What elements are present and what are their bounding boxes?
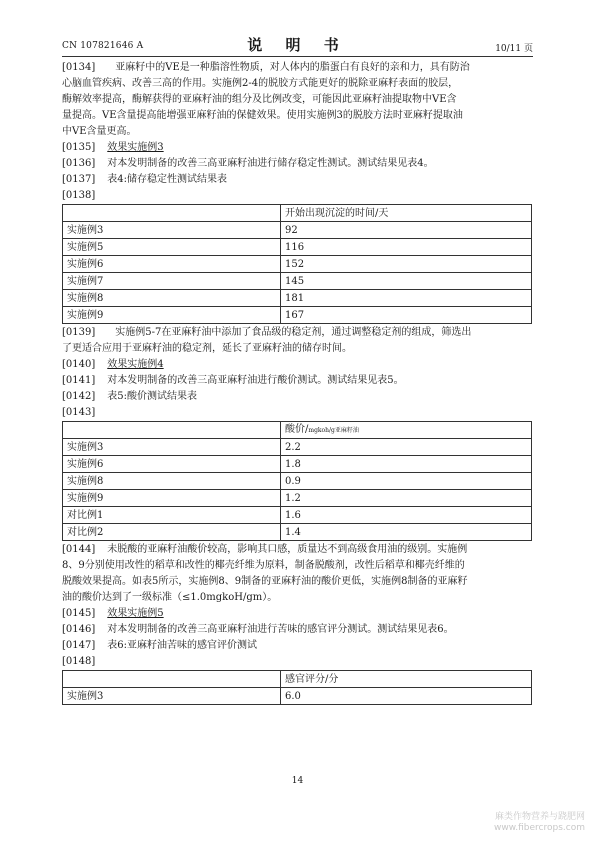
table-caption: 表4:储存稳定性测试结果表 <box>107 174 227 185</box>
table-cell: 116 <box>281 239 532 256</box>
table-header-cell <box>63 671 281 688</box>
paragraph-tag: [0138] <box>62 190 96 201</box>
paragraph-tag: [0145] <box>62 608 96 619</box>
table-caption: 表6:亚麻籽油苦味的感官评价测试 <box>107 640 257 651</box>
paragraph-line: 了更适合应用于亚麻籽油的稳定剂，延长了亚麻籽油的储存时间。 <box>62 343 352 354</box>
page-number: 14 <box>291 776 304 786</box>
section-heading: 效果实施例3 <box>107 142 164 153</box>
paragraph-tag: [0142] <box>62 391 96 402</box>
paragraph-line: 脱酸效果提高。如表5所示，实施例8、9制备的亚麻籽油的酸价更低，实施例8制备的亚麻籽 <box>62 576 468 587</box>
paragraph-tag: [0143] <box>62 407 96 418</box>
page-indicator: 10/11 页 <box>495 44 533 54</box>
watermark <box>494 812 585 834</box>
table-cell: 1.4 <box>281 524 532 541</box>
table-row <box>63 507 532 524</box>
paragraph-0146 <box>62 622 532 638</box>
table-cell: 6.0 <box>281 688 532 705</box>
paragraph-0144 <box>62 542 532 606</box>
table-caption: 表5:酸价测试结果表 <box>107 391 197 402</box>
header-label: 酸价/ <box>285 424 309 435</box>
paragraph-0147 <box>62 638 532 654</box>
paragraph-0136 <box>62 156 532 172</box>
paragraph-line: 心脑血管疾病、改善三高的作用。实施例2-4的脱胶方式能更好的脱除亚麻籽表面的胶层， <box>62 78 459 89</box>
table-cell: 92 <box>281 222 532 239</box>
paragraph-0137 <box>62 172 532 188</box>
paragraph-tag: [0139] <box>62 327 96 338</box>
table-cell: 实施例9 <box>63 307 281 324</box>
paragraph-line: 中VE含量更高。 <box>62 126 137 137</box>
paragraph-0142 <box>62 389 532 405</box>
document-body <box>62 60 532 706</box>
table-row <box>63 273 532 290</box>
table-cell: 152 <box>281 256 532 273</box>
document-title: 说 明 书 <box>247 36 348 54</box>
paragraph-tag: [0135] <box>62 142 96 153</box>
paragraph-text: 对本发明制备的改善三高亚麻籽油进行酸价测试。测试结果见表5。 <box>107 375 404 386</box>
table-header-row <box>63 205 532 222</box>
paragraph-text: 对本发明制备的改善三高亚麻籽油进行储存稳定性测试。测试结果见表4。 <box>107 158 434 169</box>
paragraph-0134 <box>62 60 532 140</box>
paragraph-tag: [0146] <box>62 624 96 635</box>
table-sensory-evaluation <box>62 670 532 705</box>
paragraph-tag: [0148] <box>62 656 96 667</box>
table-cell: 2.2 <box>281 439 532 456</box>
table-cell: 实施例5 <box>63 239 281 256</box>
paragraph-line: 实施例5-7在亚麻籽油中添加了食品级的稳定剂，通过调整稳定剂的组成，筛选出 <box>115 327 472 338</box>
paragraph-tag: [0141] <box>62 375 96 386</box>
table-row <box>63 524 532 541</box>
header-divider <box>62 56 533 57</box>
paragraph-text: 对本发明制备的改善三高亚麻籽油进行苦味的感官评分测试。测试结果见表6。 <box>107 624 454 635</box>
table-header-cell <box>63 205 281 222</box>
table-cell: 实施例9 <box>63 490 281 507</box>
paragraph-0145 <box>62 606 532 622</box>
paragraph-tag: [0144] <box>62 544 96 555</box>
section-heading: 效果实施例4 <box>107 359 164 370</box>
table-header-row <box>63 422 532 439</box>
table-acid-value <box>62 421 532 541</box>
header-unit: mgkoh/g亚麻籽油 <box>308 427 359 434</box>
table-cell: 实施例8 <box>63 473 281 490</box>
table-cell: 实施例3 <box>63 222 281 239</box>
watermark-line: www.fibercrops.com <box>494 823 585 833</box>
table-row <box>63 439 532 456</box>
table-row <box>63 473 532 490</box>
table-row <box>63 688 532 705</box>
table-cell: 0.9 <box>281 473 532 490</box>
table-header-cell: 感官评分/分 <box>281 671 532 688</box>
table-storage-stability <box>62 204 532 324</box>
paragraph-tag: [0137] <box>62 174 96 185</box>
table-cell: 实施例6 <box>63 256 281 273</box>
table-cell: 实施例3 <box>63 439 281 456</box>
table-row <box>63 256 532 273</box>
table-cell: 1.2 <box>281 490 532 507</box>
table-row <box>63 222 532 239</box>
paragraph-line: 未脱酸的亚麻籽油酸价较高，影响其口感，质量达不到高级食用油的级别。实施例 <box>107 544 468 555</box>
paragraph-0143 <box>62 405 532 421</box>
table-cell: 167 <box>281 307 532 324</box>
paragraph-0141 <box>62 373 532 389</box>
paragraph-0138 <box>62 188 532 204</box>
paragraph-line: 8、9分别使用改性的稻草和改性的椰壳纤维为原料，制备脱酸剂，改性后稻草和椰壳纤维的 <box>62 560 465 571</box>
section-heading: 效果实施例5 <box>107 608 164 619</box>
table-cell: 对比例1 <box>63 507 281 524</box>
publication-number: CN 107821646 A <box>62 41 144 51</box>
paragraph-0140 <box>62 357 532 373</box>
paragraph-0139 <box>62 325 532 357</box>
table-cell: 实施例7 <box>63 273 281 290</box>
table-row <box>63 290 532 307</box>
table-header-cell: 开始出现沉淀的时间/天 <box>281 205 532 222</box>
table-row <box>63 490 532 507</box>
table-cell: 实施例3 <box>63 688 281 705</box>
table-header-row <box>63 671 532 688</box>
table-cell: 1.6 <box>281 507 532 524</box>
paragraph-tag: [0136] <box>62 158 96 169</box>
table-cell: 145 <box>281 273 532 290</box>
table-header-cell <box>281 422 532 439</box>
paragraph-line: 油的酸价达到了一级标准（≤1.0mgkoH/gm）。 <box>62 592 278 603</box>
table-cell: 实施例6 <box>63 456 281 473</box>
paragraph-line: 亚麻籽中的VE是一种脂溶性物质，对人体内的脂蛋白有良好的亲和力，具有防治 <box>115 62 470 73</box>
paragraph-0135 <box>62 140 532 156</box>
paragraph-line: 量提高。VE含量提高能增强亚麻籽油的保健效果。使用实施例3的脱胶方法时亚麻籽提取油 <box>62 110 463 121</box>
paragraph-line: 酶解效率提高，酶解获得的亚麻籽油的组分及比例改变，可能因此亚麻籽油提取物中VE含 <box>62 94 457 105</box>
paragraph-tag: [0140] <box>62 359 96 370</box>
watermark-line: 麻类作物营养与跷肥网 <box>494 812 585 822</box>
paragraph-tag: [0147] <box>62 640 96 651</box>
table-header-cell <box>63 422 281 439</box>
table-row <box>63 307 532 324</box>
table-cell: 实施例8 <box>63 290 281 307</box>
table-row <box>63 456 532 473</box>
table-cell: 1.8 <box>281 456 532 473</box>
table-row <box>63 239 532 256</box>
paragraph-0148 <box>62 654 532 670</box>
table-cell: 181 <box>281 290 532 307</box>
paragraph-tag: [0134] <box>62 62 96 73</box>
table-cell: 对比例2 <box>63 524 281 541</box>
